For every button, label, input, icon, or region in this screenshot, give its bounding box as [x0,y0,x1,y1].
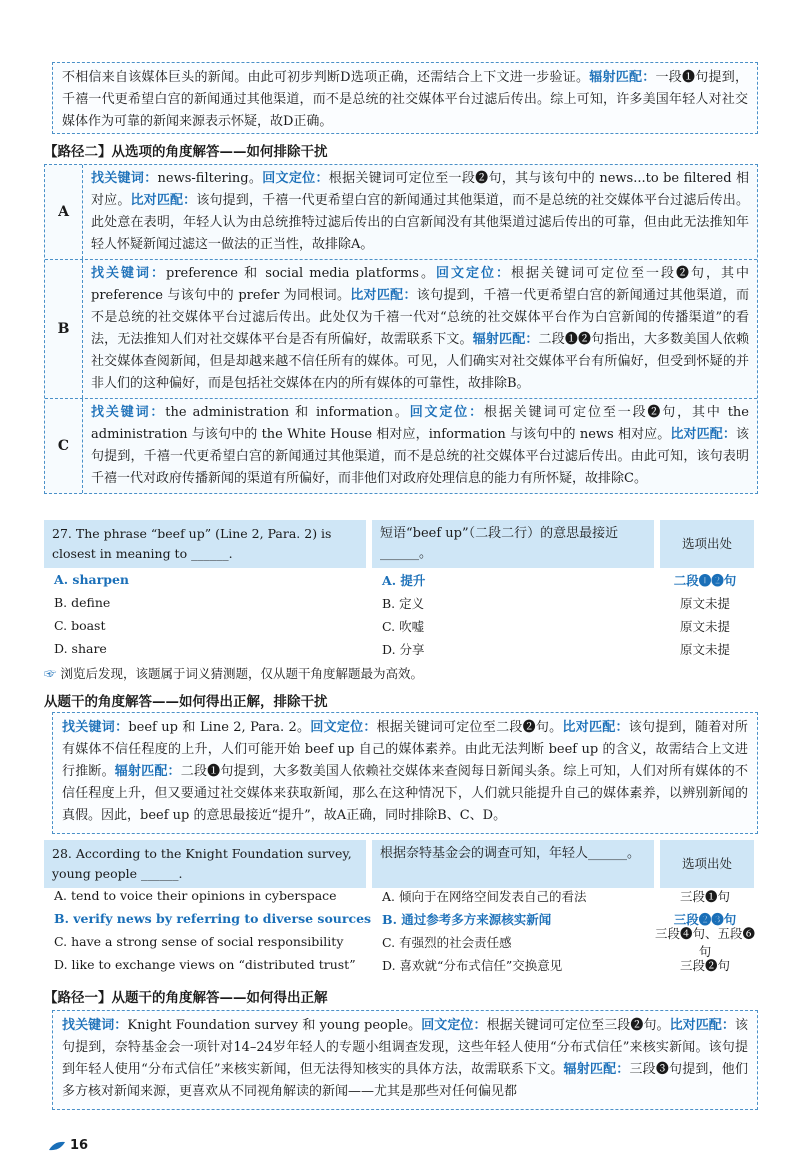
q27-header [44,520,758,568]
pointing-hand-icon: ☞ [44,666,57,681]
q28-option-c: C. have a strong sense of social responsibility C. 有强烈的社会责任感 三段❹句、五段❻句 [54,925,755,959]
q28-options [54,884,758,976]
q28-explanation-box: 找关键词：Knight Foundation survey 和 young people。回文定位：根据关键词可定位至三段❷句。比对匹配：该句提到，奈特基金会一项针对14–24岁年轻人的专题小组调查发现，这些年轻人使用“分布式信任”来核实新闻。该句提到年轻人使用“分布式信任”来核实新闻，但无法得知核实的具体方法，故需联系下文。辐射匹配：三段❸句提到，他们多方核对新闻来源，更喜欢从不同视角解读的新闻——尤其是那些对任何偏见都 [52,1010,758,1110]
option-row-b [45,259,757,398]
q27-note: ☞ 浏览后发现，该题属于词义猜测题，仅从题干角度解题最为高效。 [44,666,424,681]
page-number: 16 [48,1138,88,1153]
option-row-a [45,165,757,259]
q27-source-header: 选项出处 [660,520,754,568]
q28-option-b: B. verify news by referring to diverse sources B. 通过参考多方来源核实新闻 三段❷❸句 [54,911,737,927]
option-letter: A [45,165,83,259]
option-row-c [45,398,757,493]
q27-stem-zh: 短语“beef up”（二段二行）的意思最接近______。 [372,520,654,568]
q27-option-c: C. boast C. 吹嘘 原文未提 [54,618,730,634]
top-explanation-text: 不相信来自该媒体巨头的新闻。由此可初步判断D选项正确，还需结合上下文进一步验证。辐射匹配：一段❶句提到，千禧一代更希望白宫的新闻通过其他渠道，而不是总统的社交媒体平台过滤后传出。综上可知，许多美国年轻人对社交媒体作为可靠的新闻来源表示怀疑，故D正确。 [62,70,748,129]
q27-explanation-box: 找关键词：beef up 和 Line 2, Para. 2。回文定位：根据关键词可定位至二段❷句。比对匹配：该句提到，随着对所有媒体不信任程度的上升，人们可能开始 beef up 自己的媒体素养。由此无法判断 beef up 的含义，故需结合上文进行推断。辐射匹配：二段❶句提到，大多数美国人依赖社交媒体来查阅每日新闻头条。综上可知，人们对所有媒体的不信任程度上升，但又要通过社交媒体来获取新闻，那么在这种情况下，人们就只能提升自己的媒体素养，以辨别新闻的真假。因此，beef up 的意思最接近“提升”，故A正确，同时排除B、C、D。 [52,712,758,834]
q28-option-a: A. tend to voice their opinions in cyberspace A. 倾向于在网络空间发表自己的看法 三段❶句 [54,888,730,904]
q28-option-d: D. like to exchange views on “distributed trust” D. 喜欢就“分布式信任”交换意见 三段❷句 [54,957,730,973]
option-analysis: 找关键词：preference 和 social media platforms。回文定位：根据关键词可定位至一段❷句，其中 preference 与该句中的 prefer 为同根词。比对匹配：该句提到，千禧一代更希望白宫的新闻通过其他渠道，而不是总统的社交媒体平台过滤后传出。此处仅为千禧一代对“总统的社交媒体平台作为白宫新闻的传播渠道”的看法，无法推知人们对社交媒体平台是否有所偏好，故需联系下文。辐射匹配：二段❶❷句指出，大多数美国人依赖社交媒体查阅新闻，但是却越来越不信任所有的媒体。可见，人们确实对社交媒体平台有所偏好，但受到怀疑的并非人们的这种偏好，而是包括社交媒体在内的所有媒体的可靠性，故排除B。 [91,266,749,391]
options-analysis-table [44,164,758,494]
top-explanation-box [52,62,758,134]
route2-heading: 【路径二】从选项的角度解答——如何排除干扰 [44,144,328,160]
q27-option-d: D. share D. 分享 原文未提 [54,641,730,657]
q27-option-b: B. define B. 定义 原文未提 [54,595,730,611]
option-analysis: 找关键词：news-filtering。回文定位：根据关键词可定位至一段❷句，其与该句中的 news...to be filtered 相对应。比对匹配：该句提到，千禧一代更希望白宫的新闻通过其他渠道，而不是总统的社交媒体平台过滤后传出。此处意在表明，年轻人认为由总统推特过滤后传出的白宫新闻没有其他渠道过滤后传出的可靠，但由此无法推知年轻人怀疑新闻过滤这一做法的正当性，故排除A。 [91,171,749,252]
q27-options [54,568,758,660]
option-analysis: 找关键词：the administration 和 information。回文定位：根据关键词可定位至一段❷句，其中 the administration 与该句中的 the White House 相对应，information 与该句中的 news 相对应。比对匹配：该句提到，千禧一代更希望白宫的新闻通过其他渠道，而不是总统的社交媒体平台过滤后传出。由此可知，该句表明千禧一代对政府传播新闻的渠道有所偏好，而非他们对政府处理信息的能力有所怀疑，故排除C。 [91,405,749,486]
q27-option-a: A. sharpen A. 提升 二段❶❷句 [54,572,737,588]
route1-heading: 【路径一】从题干的角度解答——如何得出正解 [44,990,328,1006]
q27-stem-en: 27. The phrase “beef up” (Line 2, Para. 2) is closest in meaning to ______. [44,520,366,568]
stem-approach-heading: 从题干的角度解答——如何得出正解，排除干扰 [44,694,328,710]
option-letter: C [45,399,83,493]
q28-stem-zh: 根据奈特基金会的调查可知，年轻人______。 [372,840,654,888]
q28-source-header: 选项出处 [660,840,754,888]
q28-stem-en: 28. According to the Knight Foundation survey, young people ______. [44,840,366,888]
q28-header [44,840,758,888]
option-letter: B [45,260,83,398]
page-leaf-icon [48,1140,66,1152]
